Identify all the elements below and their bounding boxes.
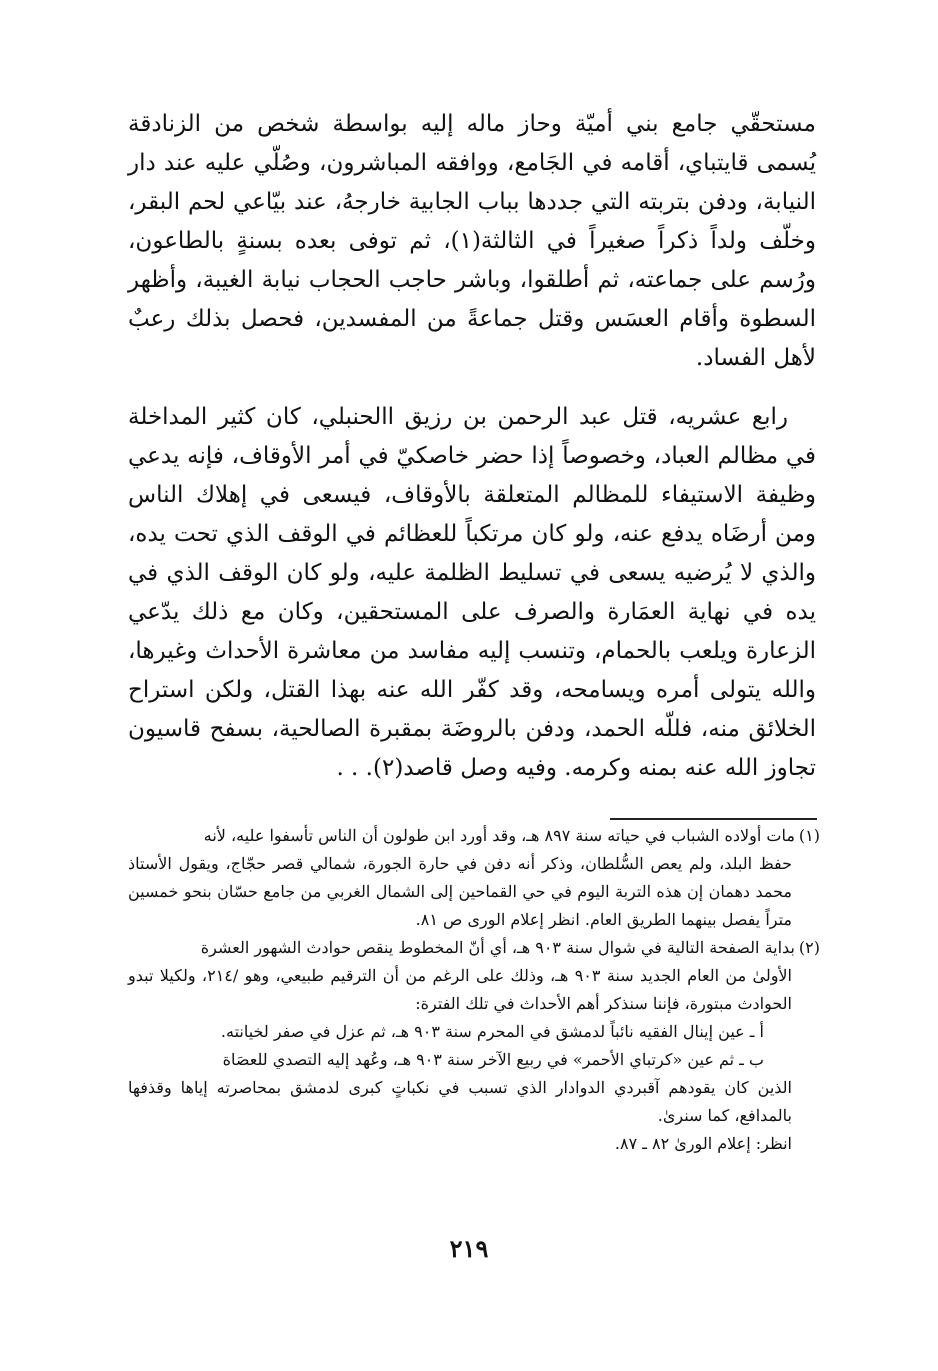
footnote-2-item-b: ب ـ ثم عين «كرتباي الأحمر» في ربيع الآخر سنة ٩٠٣ هـ، وعُهد إليه التصدي للعصَاة bbox=[222, 1050, 764, 1069]
footnote-2 bbox=[128, 934, 820, 962]
page-number: ٢١٩ bbox=[449, 1234, 489, 1263]
footnote-2-item-b-continuation: الذين كان يقودهم آقبردي الدوادار الذي تسبب في نكباتٍ كبرى لدمشق بمحاصرته إياها وقذفها بالمدافع، كما سنرىٰ. bbox=[128, 1078, 792, 1125]
footnote-1 bbox=[128, 822, 820, 850]
footnote-2-number: (٢) bbox=[798, 938, 820, 957]
paragraph-2: رابع عشريه، قتل عبد الرحمن بن رزيق االحنبلي، كان كثير المداخلة في مظالم العباد، وخصوصاً إذا حضر خاصكيّ في أمر الأوقاف، فإنه يدعي وظيفة الاستيفاء للمظالم المتعلقة بالأوقاف، فيسعى في إهلاك الناس ومن أرضَاه يدفع عنه، ولو كان مرتكباً للعظائم في الوقف الذي تحت يده، والذي لا يُرضيه يسعى في تسليط الظلمة عليه، ولو كان الوقف الذي في يده في نهاية العمَارة والصرف على المستحقين، وكان مع ذلك يدّعي الزعارة ويلعب بالحمام، وتنسب إليه مفاسد من معاشرة الأحداث وغيرها، والله يتولى أمره ويسامحه، وقد كفّر الله عنه بهذا القتل، ولكن استراح الخلائق منه، فللّه الحمد، ودفن بالروضَة بمقبرة الصالحية، بسفح قاسيون تجاوز الله عنه بمنه وكرمه. وفيه وصل قاصد(٢). . . bbox=[128, 404, 816, 781]
footnotes bbox=[128, 822, 820, 1158]
footnote-2-item-a: أ ـ عين إينال الفقيه نائباً لدمشق في المحرم سنة ٩٠٣ هـ، ثم عزل في صفر لخيانته. bbox=[220, 1022, 764, 1041]
footnote-2-text: بداية الصفحة التالية في شوال سنة ٩٠٣ هـ، أي أنّ المخطوط ينقص حوادث الشهور العشرة bbox=[200, 938, 795, 957]
main-text bbox=[128, 105, 816, 788]
footnote-2-continuation: الأولىٰ من العام الجديد سنة ٩٠٣ هـ، وذلك على الرغم من أن الترقيم طبيعي، وهو /٢١٤، ولكيلا تبدو الحوادث مبتورة، فإننا سنذكر أهم الأحداث في تلك الفترة: bbox=[128, 966, 793, 1013]
footnote-1-number: (١) bbox=[798, 826, 820, 845]
paragraph-1: مستحقّي جامع بني أميّة وحاز ماله إليه بواسطة شخص من الزنادقة يُسمى قايتباي، أقامه في الجَامع، ووافقه المباشرون، وصُلّي عليه عند دار النيابة، ودفن بتربته التي جددها بباب الجابية خارجهُ، عند بيّاعي لحم البقر، وخلّف ولداً ذكراً صغيراً في الثالثة(١)، ثم توفى بعده بسنةٍ بالطاعون، ورُسم على جماعته، ثم أطلقوا، وباشر حاجب الحجاب نيابة الغيبة، وأظهر السطوة وأقام العسَس وقتل جماعةً من المفسدين، فحصل بذلك رعبٌ لأهل الفساد. bbox=[128, 111, 816, 371]
footnote-1-text: مات أولاده الشباب في حياته سنة ٨٩٧ هـ، وقد أورد ابن طولون أن الناس تأسفوا عليه، لأنه bbox=[203, 826, 795, 845]
footnote-2-reference: انظر: إعلام الورىٰ ٨٢ ـ ٨٧. bbox=[614, 1134, 792, 1153]
footnote-separator bbox=[610, 818, 817, 820]
footnote-1-continuation: حفظ البلد، ولم يعص السُّلطان، وذكر أنه دفن في حارة الجورة، شمالي قصر حجّاج، ويقول الأستاذ محمد دهمان إن هذه التربة اليوم في حي القماحين إلى الشمال الغربي من جامع حسّان بنحو خمسين متراً يفصل بينهما الطريق العام. انظر إعلام الورى ص ٨١. bbox=[128, 854, 793, 929]
